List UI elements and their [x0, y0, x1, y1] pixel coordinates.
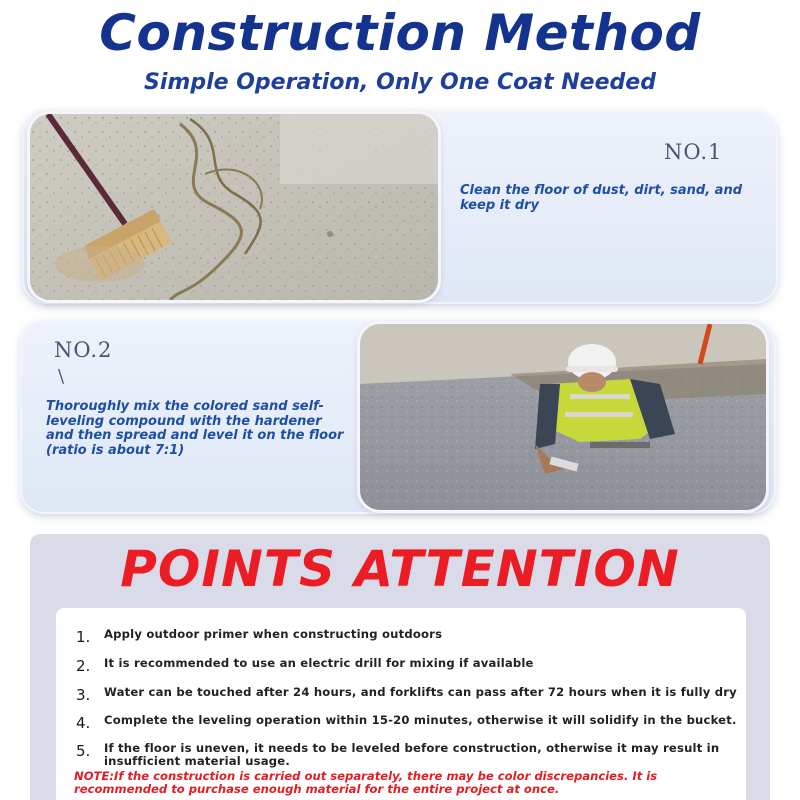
item-number: 1.	[76, 628, 91, 646]
item-text: It is recommended to use an electric drill for mixing if available	[104, 656, 534, 670]
note-text: NOTE:If the construction is carried out separately, there may be color discrepancies. It is recommended to purchase enough material for the entire project at once.	[74, 769, 658, 796]
item-text: Water can be touched after 24 hours, and forklifts can pass after 72 hours when it is fully dry	[104, 685, 737, 699]
floor-sweeping-photo	[30, 114, 438, 300]
item-text: Apply outdoor primer when constructing outdoors	[104, 627, 443, 641]
item-number: 2.	[76, 657, 91, 675]
item-number: 5.	[76, 742, 91, 760]
step-number: NO.2	[54, 338, 113, 362]
step-instruction: Clean the floor of dust, dirt, sand, and keep it dry	[460, 183, 743, 213]
attention-list	[56, 608, 746, 800]
step-card-2	[22, 322, 774, 512]
page-title: Construction Method	[99, 4, 701, 62]
item-number: 3.	[76, 686, 91, 704]
step-mark: \	[58, 366, 65, 387]
item-text: Complete the leveling operation within 15-20 minutes, otherwise it will solidify in the bucket.	[104, 713, 737, 727]
attention-title: POINTS ATTENTION	[120, 540, 680, 598]
page-subtitle: Simple Operation, Only One Coat Needed	[144, 70, 656, 95]
worker-leveling-photo	[360, 324, 766, 510]
step-card-1	[24, 112, 776, 302]
attention-panel	[30, 534, 770, 800]
item-text: If the floor is uneven, it needs to be leveled before construction, otherwise it may result in insufficient material usage.	[104, 741, 720, 768]
step-number: NO.1	[664, 140, 723, 164]
step-instruction: Thoroughly mix the colored sand self-leveling compound with the hardener and then spread and level it on the floor (ratio is about 7:1)	[46, 399, 344, 458]
item-number: 4.	[76, 714, 91, 732]
